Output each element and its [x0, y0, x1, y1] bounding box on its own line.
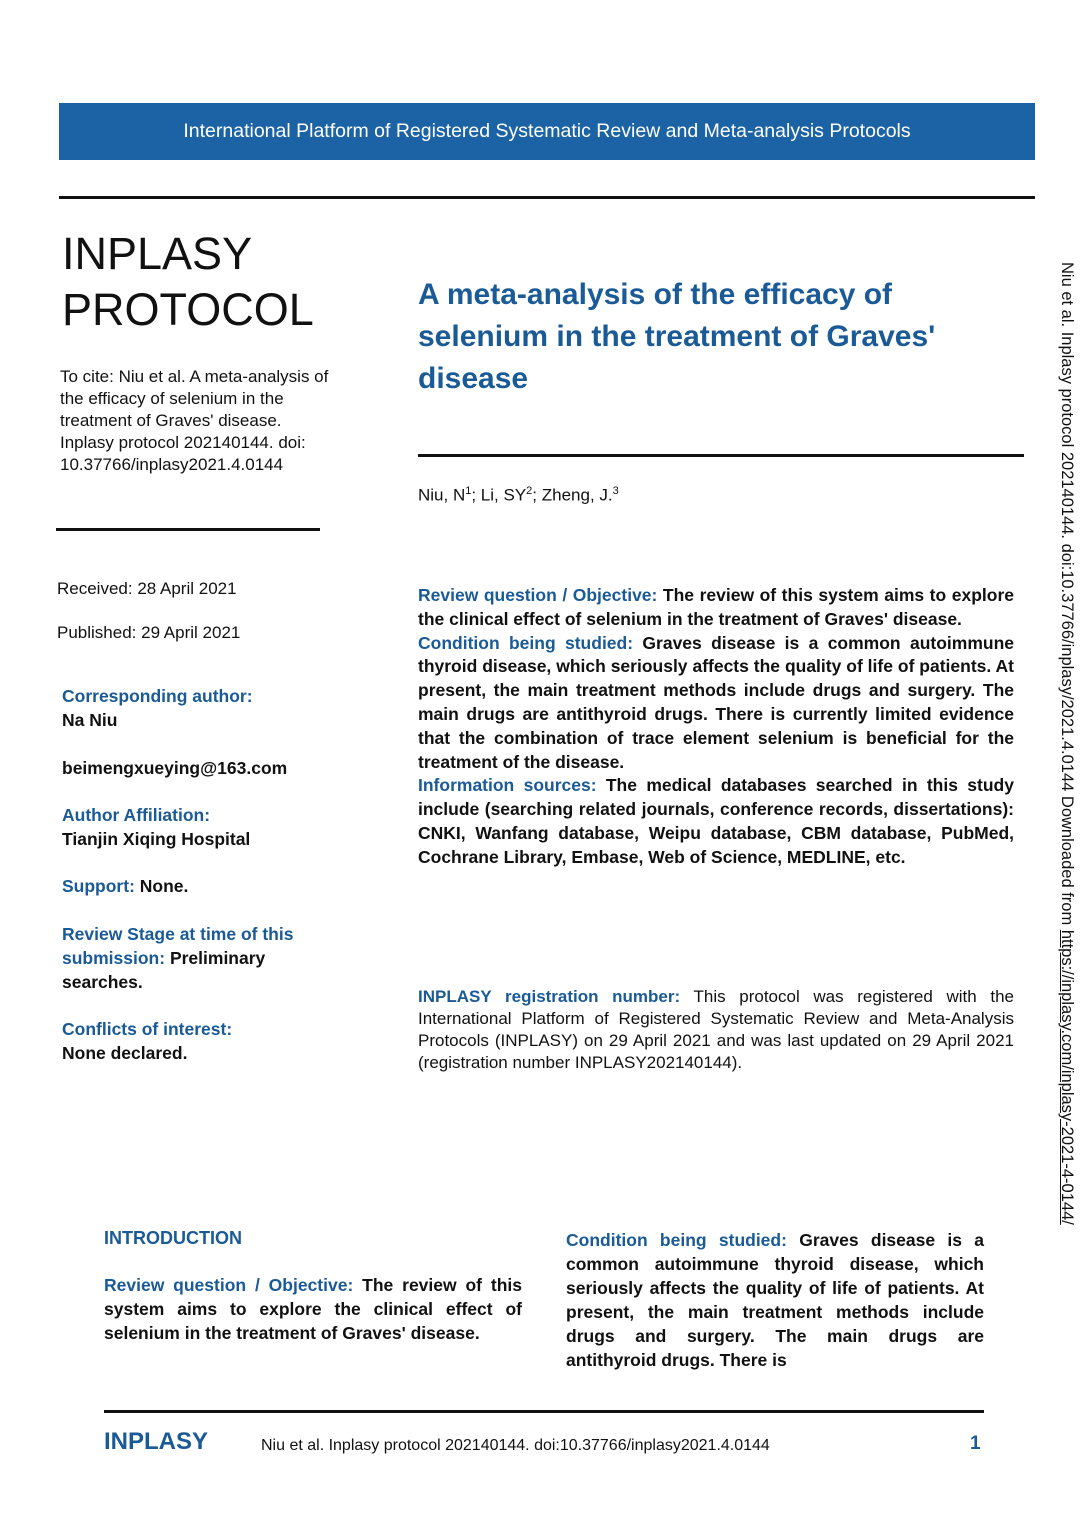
corresponding-author-name: Na Niu — [62, 710, 118, 730]
top-rule — [59, 196, 1035, 199]
review-stage-value: Preliminary searches. — [62, 948, 266, 992]
abstract — [418, 584, 1014, 870]
article-title: A meta-analysis of the efficacy of selenium in the treatment of Graves' disease — [418, 278, 936, 395]
protocol-title — [62, 226, 314, 338]
header-banner — [59, 103, 1035, 160]
protocol-title-line1: INPLASY — [62, 228, 253, 279]
conflicts-value: None declared. — [62, 1043, 188, 1063]
review-stage — [62, 922, 342, 994]
abstract-information-sources — [418, 774, 1014, 869]
abstract-info-text: The medical databases searched in this study include (searching related journals, conference records, dissertations): CNKI, Wanfang database, Weipu database, CBM database, PubMed, Cochrane Library, Embase, Web of Science, MEDLINE, etc. — [418, 775, 1014, 867]
author-3: ; Zheng, J. — [532, 485, 613, 505]
intro-review-question — [104, 1273, 522, 1345]
banner-text: International Platform of Registered Systematic Review and Meta-analysis Protocols — [183, 120, 911, 142]
side-notice-text: Niu et al. Inplasy protocol 202140144. doi:10.37766/inplasy/2021.4.0144 Downloaded from — [1058, 262, 1076, 930]
registration-text: This protocol was registered with the International Platform of Registered Systematic Review and Meta-Analysis Protocols (INPLASY) on 29 April 2021 and was last updated on 29 April 2021 (registration number INPLASY202140144). — [418, 987, 1014, 1072]
author-2-affil: 2 — [526, 485, 533, 497]
support-label: Support: — [62, 876, 135, 896]
corresponding-author — [62, 684, 362, 732]
abstract-review-question — [418, 584, 1014, 632]
author-1-affil: 1 — [465, 485, 472, 497]
registration-statement — [418, 986, 1014, 1074]
protocol-title-line2: PROTOCOL — [62, 284, 314, 335]
citation-rule — [56, 528, 320, 531]
author-affiliation — [62, 803, 362, 851]
citation-block: To cite: Niu et al. A meta-analysis of the efficacy of selenium in the treatment of Graves' disease. Inplasy protocol 202140144. doi: 10.37766/inplasy2021.4.0144 — [60, 367, 329, 474]
author-3-affil: 3 — [612, 485, 619, 497]
review-stage-label: Review Stage at time of this submission: — [62, 924, 294, 968]
intro-condition — [566, 1228, 984, 1372]
affiliation-value: Tianjin Xiqing Hospital — [62, 829, 251, 849]
intro-cond-text: Graves disease is a common autoimmune thyroid disease, which seriously affects the quality of life of patients. At present, the main treatment methods include drugs and surgery. The main drugs are antithyroid drugs. There is — [566, 1230, 984, 1370]
author-list — [418, 480, 619, 507]
conflicts-label: Conflicts of interest: — [62, 1019, 233, 1039]
intro-rq-text: The review of this system aims to explore the clinical effect of selenium in the treatment of Graves' disease. — [104, 1275, 522, 1343]
received-date: Received: 28 April 2021 — [57, 579, 237, 598]
registration-label: INPLASY registration number: — [418, 987, 681, 1006]
author-2: ; Li, SY — [471, 485, 527, 505]
abstract-cond-label: Condition being studied: — [418, 632, 634, 653]
intro-rq-label: Review question / Objective: — [104, 1275, 354, 1295]
footer-citation: Niu et al. Inplasy protocol 202140144. doi:10.37766/inplasy2021.4.0144 — [261, 1437, 770, 1454]
page-number: 1 — [970, 1433, 981, 1454]
abstract-rq-text: The review of this system aims to explore the clinical effect of selenium in the treatment of Graves' disease. — [418, 585, 1014, 629]
support — [62, 874, 362, 898]
conflicts-of-interest — [62, 1017, 362, 1065]
title-rule — [418, 454, 1024, 457]
footer-brand: INPLASY — [104, 1428, 209, 1455]
support-value: None. — [134, 876, 189, 896]
abstract-info-label: Information sources: — [418, 775, 597, 796]
corresponding-author-label: Corresponding author: — [62, 686, 253, 706]
download-link[interactable]: https://inplasy.com/inplasy-2021-4-0144/ — [1058, 929, 1076, 1225]
author-1: Niu, N — [418, 485, 466, 505]
abstract-rq-label: Review question / Objective: — [418, 585, 658, 605]
introduction-heading: INTRODUCTION — [104, 1228, 242, 1248]
affiliation-label: Author Affiliation: — [62, 805, 211, 825]
author-email: beimengxueying@163.com — [62, 758, 288, 778]
abstract-condition — [418, 632, 1014, 775]
published-date: Published: 29 April 2021 — [57, 623, 241, 642]
abstract-cond-text: Graves disease is a common autoimmune thyroid disease, which seriously affects the quality of life of patients. At present, the main treatment methods include drugs and surgery. The main drugs are antithyroid drugs. There is currently limited evidence that the combination of trace element selenium is beneficial for the treatment of the disease. — [418, 632, 1015, 772]
footer-rule — [104, 1410, 984, 1413]
side-download-notice — [1057, 262, 1077, 1225]
intro-cond-label: Condition being studied: — [566, 1230, 787, 1250]
